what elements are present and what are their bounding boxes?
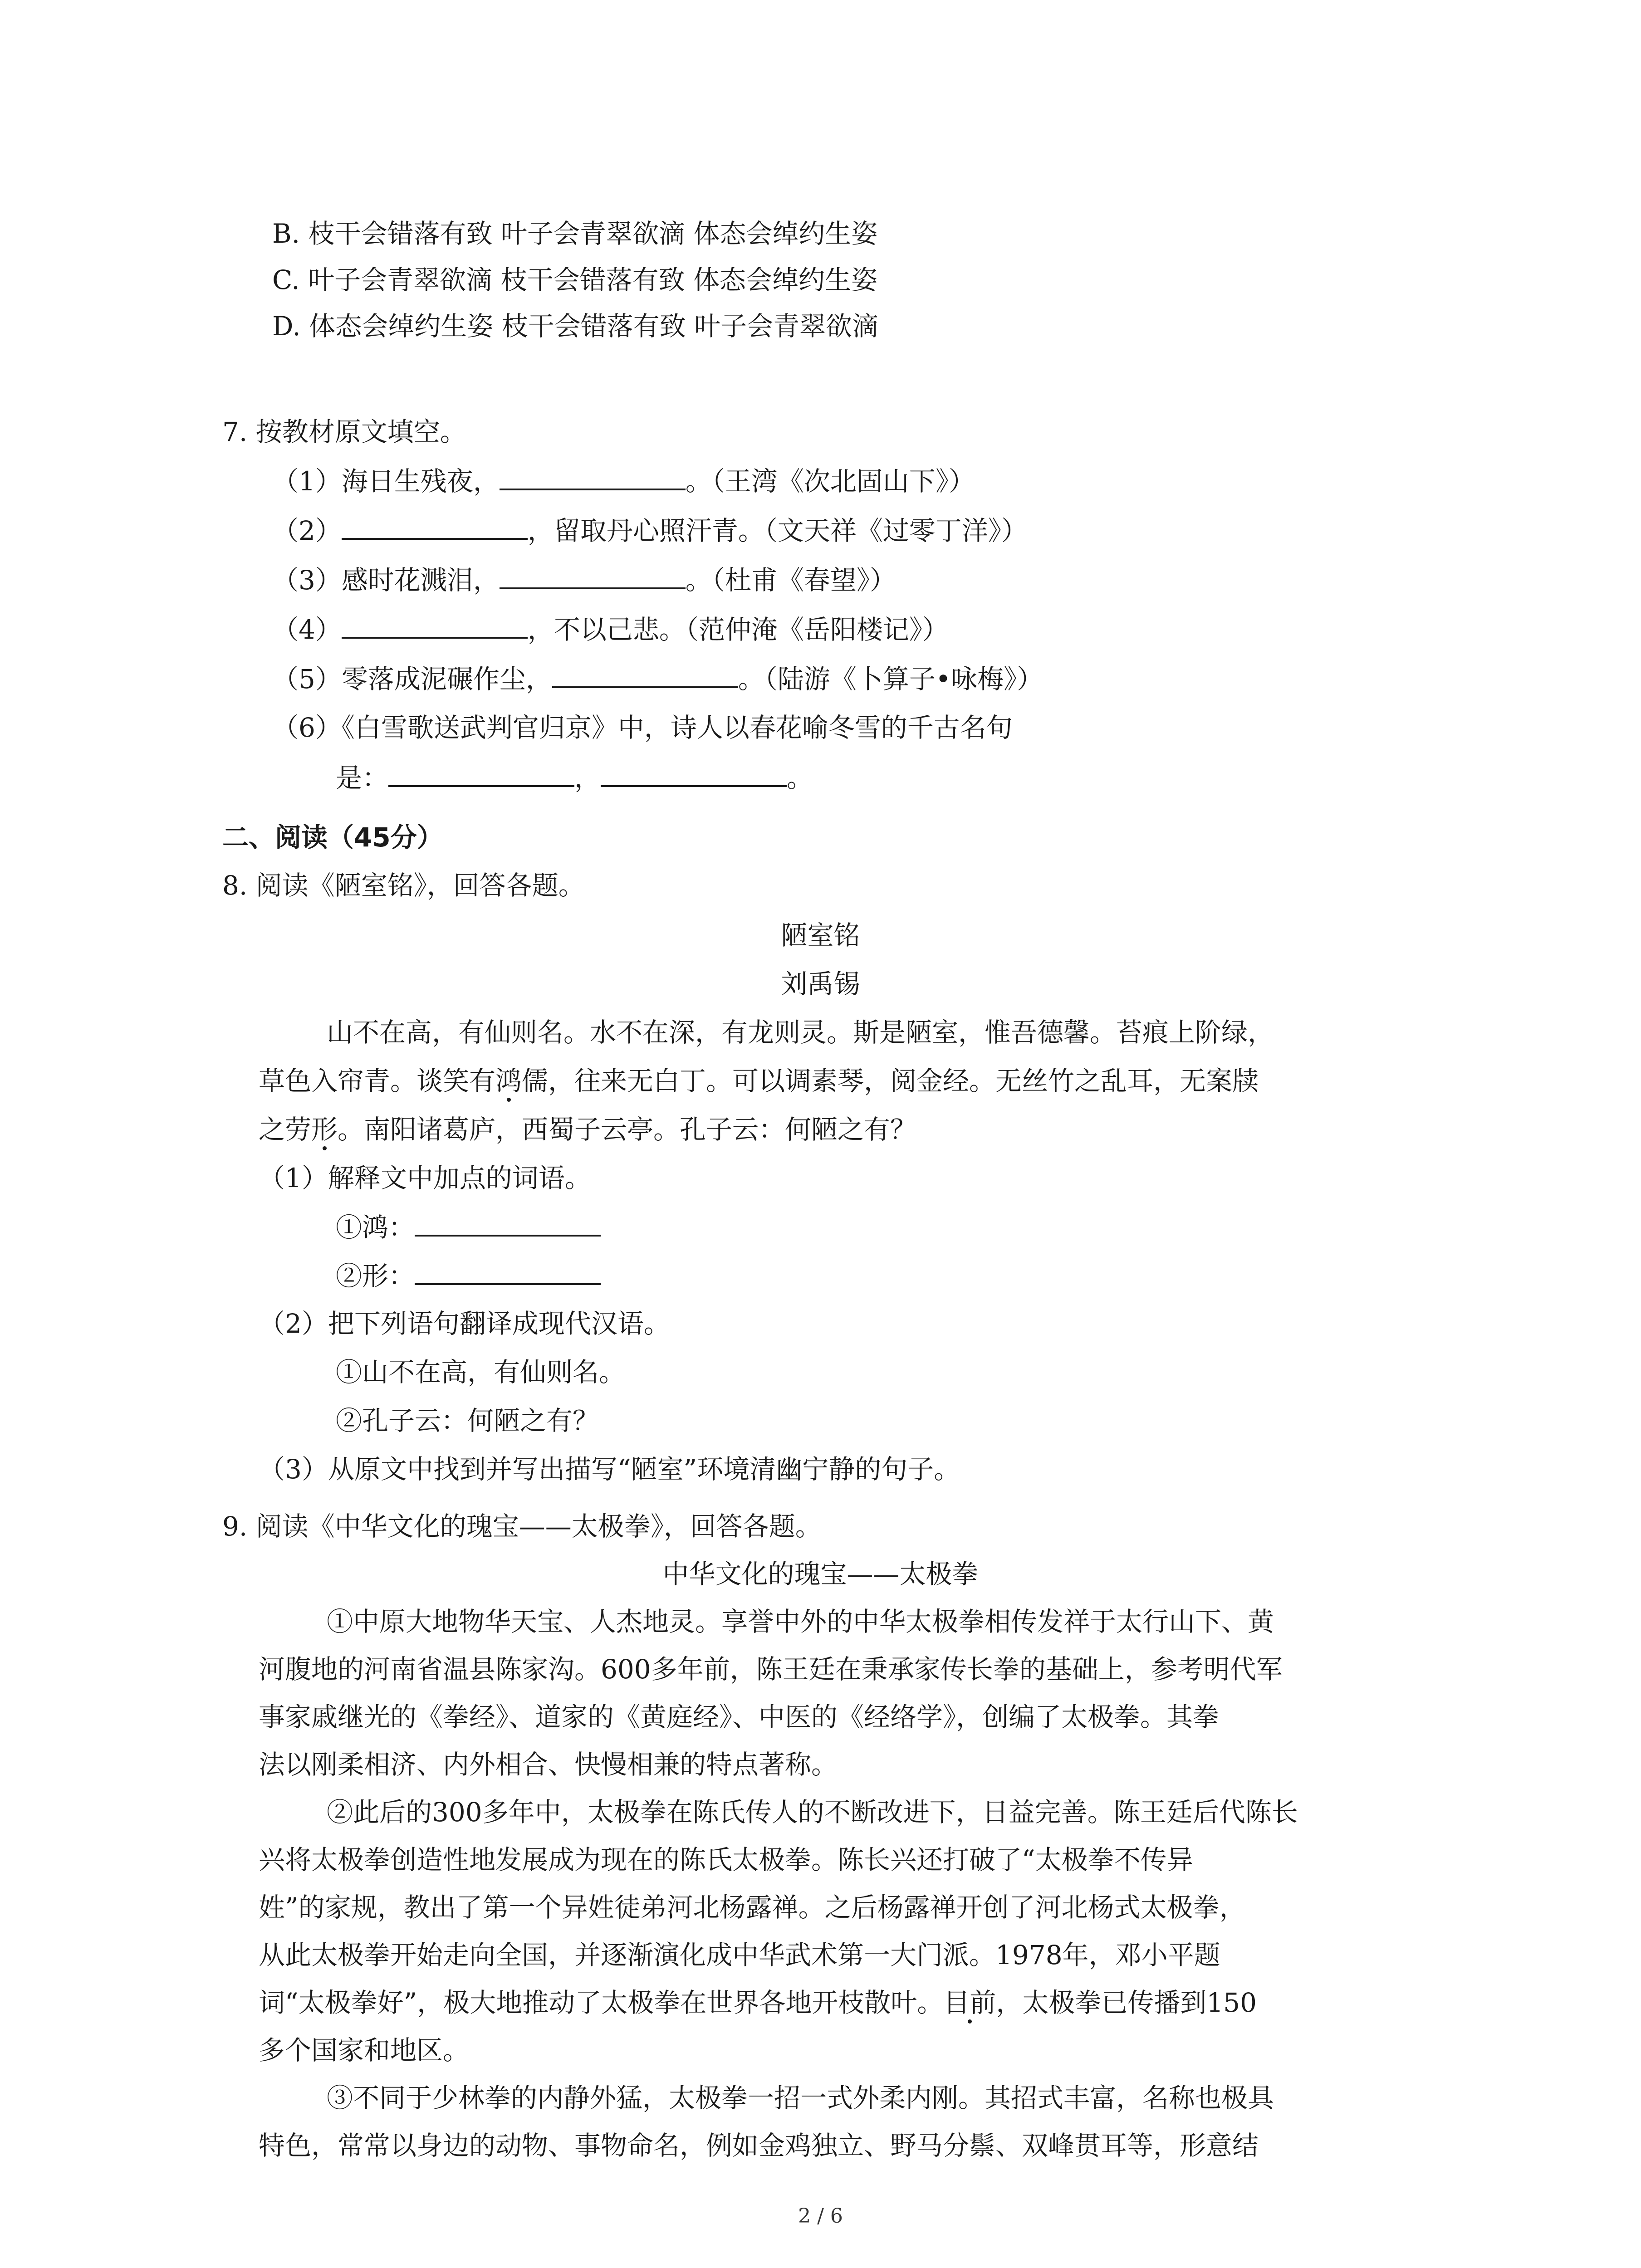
item-number: （4）: [272, 614, 342, 645]
q6-option-b: B. 枝干会错落有致 叶子会青翠欲滴 体态会绰约生姿: [272, 218, 878, 249]
answer-blank[interactable]: [500, 462, 686, 490]
passage-line: 从此太极拳开始走向全国，并逐渐演化成中华武术第一大门派。1978年，邓小平题: [259, 1940, 1220, 1970]
text: 草色入帘青。谈笑有: [259, 1066, 496, 1096]
text: ，太极拳已传播到150: [996, 1987, 1257, 2018]
answer-blank[interactable]: [500, 561, 686, 589]
passage-line: ②此后的300多年中，太极拳在陈氏传人的不断改进下，日益完善。陈王廷后代陈长: [327, 1797, 1298, 1828]
answer-blank[interactable]: [342, 611, 528, 639]
q8-stem: 8. 阅读《陋室铭》，回答各题。: [222, 870, 585, 901]
q8-sub-2a: ①山不在高，有仙则名。: [336, 1357, 626, 1388]
passage-line: 特色，常常以身边的动物、事物命名，例如金鸡独立、野马分鬃、双峰贯耳等，形意结: [259, 2130, 1259, 2161]
item-source: 。（陆游《卜算子•咏梅》）: [738, 664, 1043, 694]
passage-title: 中华文化的瑰宝——太极拳: [662, 1559, 979, 1589]
dotted-word: 形: [311, 1114, 338, 1145]
item-text: 感时花溅泪，: [341, 565, 500, 596]
q7-item-3: [272, 561, 896, 597]
text: ①鸿：: [336, 1212, 415, 1243]
item-text: 是：: [336, 763, 389, 793]
q8-sub-1: （1）解释文中加点的词语。: [259, 1163, 591, 1193]
item-number: （5）: [272, 664, 342, 694]
text: 。南阳诸葛庐，西蜀子云亭。孔子云：何陋之有？: [338, 1114, 917, 1145]
q8-sub-3: （3）从原文中找到并写出描写“陋室”环境清幽宁静的句子。: [259, 1454, 960, 1485]
item-source: 。（王湾《次北固山下》）: [685, 466, 975, 497]
text: ②形：: [336, 1261, 415, 1291]
q8-sub-1b: [336, 1257, 601, 1293]
answer-blank[interactable]: [342, 512, 528, 540]
passage-author: 刘禹锡: [781, 968, 860, 999]
item-number: （1）: [272, 466, 342, 497]
passage-line: [259, 1111, 916, 1148]
text: 词“太极拳好”，极大地推动了太极拳在世界各地开枝散叶。: [259, 1987, 944, 2018]
item-text: 《白雪歌送武判官归京》中，诗人以春花喻冬雪的千古名句: [341, 712, 1013, 743]
q7-stem: 7. 按教材原文填空。: [222, 416, 466, 447]
text: 之劳: [259, 1114, 312, 1145]
q7-item-5: [272, 660, 1043, 696]
q7-item-6-answer: [336, 759, 813, 795]
comma: ，: [574, 763, 601, 793]
item-source: ，不以己悲。（范仲淹《岳阳楼记》）: [527, 614, 949, 645]
q6-option-c: C. 叶子会青翠欲滴 枝干会错落有致 体态会绰约生姿: [272, 264, 878, 295]
item-number: （3）: [272, 565, 342, 596]
q9-stem: 9. 阅读《中华文化的瑰宝——太极拳》，回答各题。: [222, 1511, 822, 1542]
text: 儒，往来无白丁。可以调素琴，阅金经。无丝竹之乱耳，无案牍: [522, 1066, 1259, 1096]
item-number: （6）: [272, 712, 342, 743]
q7-item-2: [272, 512, 1028, 548]
answer-blank[interactable]: [415, 1257, 601, 1285]
passage-title: 陋室铭: [781, 920, 860, 951]
q8-sub-2: （2）把下列语句翻译成现代汉语。: [259, 1308, 670, 1339]
item-source: ，留取丹心照汗青。（文天祥《过零丁洋》）: [527, 515, 1028, 546]
q8-sub-2b: ②孔子云：何陋之有？: [336, 1405, 599, 1436]
item-number: （2）: [272, 515, 342, 546]
passage-line: [259, 1063, 1259, 1099]
item-source: 。（杜甫《春望》）: [685, 565, 896, 596]
period: 。: [787, 763, 813, 793]
passage-line: ③不同于少林拳的内静外猛，太极拳一招一式外柔内刚。其招式丰富，名称也极具: [327, 2082, 1274, 2113]
passage-line: 事家戚继光的《拳经》、道家的《黄庭经》、中医的《经络学》，创编了太极拳。其拳: [259, 1701, 1220, 1732]
passage-line: 姓”的家规，教出了第一个异姓徒弟河北杨露禅。之后杨露禅开创了河北杨式太极拳，: [259, 1892, 1246, 1923]
answer-blank[interactable]: [601, 759, 787, 787]
answer-blank[interactable]: [415, 1208, 601, 1237]
passage-line: [259, 1984, 1257, 2021]
passage-line: 山不在高，有仙则名。水不在深，有龙则灵。斯是陋室，惟吾德馨。苔痕上阶绿，: [327, 1017, 1274, 1048]
passage-line: ①中原大地物华天宝、人杰地灵。享誉中外的中华太极拳相传发祥于太行山下、黄: [327, 1606, 1274, 1637]
answer-blank[interactable]: [552, 660, 738, 688]
item-text: 零落成泥碾作尘，: [341, 664, 552, 694]
q8-sub-1a: [336, 1208, 601, 1245]
section-heading: 二、阅读（45分）: [222, 822, 443, 853]
item-text: 海日生残夜，: [341, 466, 500, 497]
dotted-word: 目前: [943, 1987, 996, 2018]
passage-line: 兴将太极拳创造性地发展成为现在的陈氏太极拳。陈长兴还打破了“太极拳不传异: [259, 1844, 1193, 1875]
passage-line: 多个国家和地区。: [259, 2035, 470, 2066]
answer-blank[interactable]: [388, 759, 574, 787]
dotted-word: 鸿: [495, 1066, 522, 1096]
q6-option-d: D. 体态会绰约生姿 枝干会错落有致 叶子会青翠欲滴: [272, 311, 879, 342]
passage-line: 河腹地的河南省温县陈家沟。600多年前，陈王廷在秉承家传长拳的基础上，参考明代军: [259, 1654, 1283, 1685]
passage-line: 法以刚柔相济、内外相合、快慢相兼的特点著称。: [259, 1749, 838, 1780]
q7-item-4: [272, 611, 949, 647]
q7-item-6: [272, 709, 1013, 746]
q7-item-1: [272, 462, 975, 499]
page-number: 2 / 6: [798, 2204, 843, 2228]
